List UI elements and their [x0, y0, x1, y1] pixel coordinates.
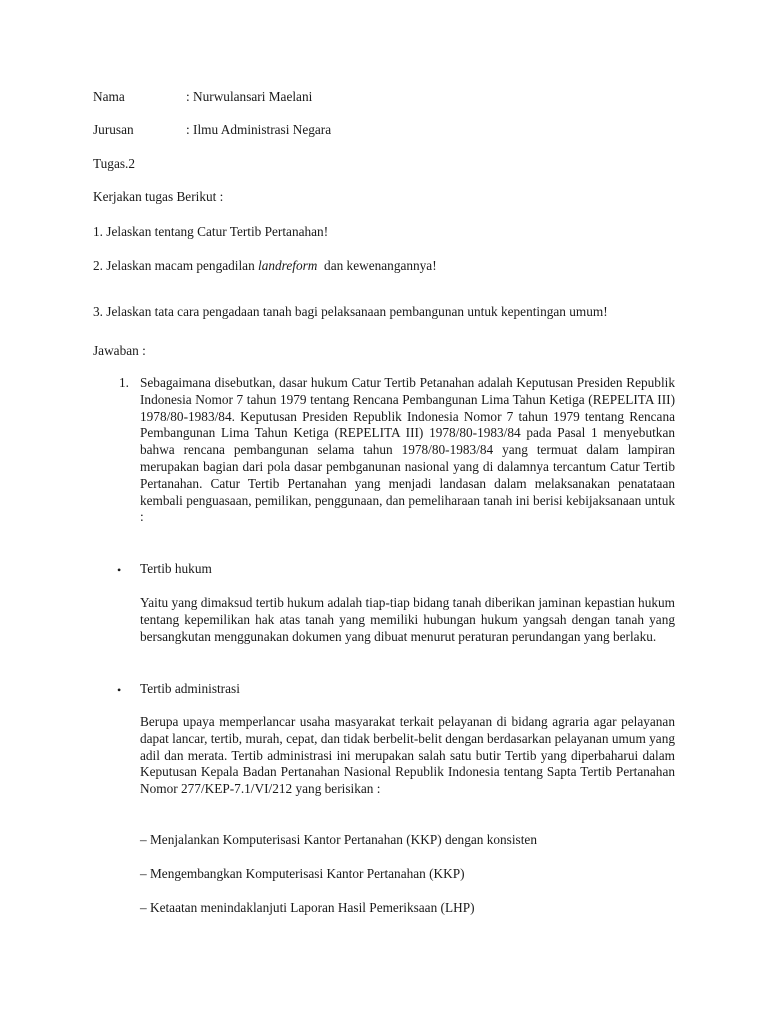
question-2-text: 2. Jelaskan macam pengadilan: [93, 258, 259, 273]
bullet-2-label: Tertib administrasi: [140, 681, 240, 696]
name-label: Nama: [93, 89, 125, 104]
major-value: : Ilmu Administrasi Negara: [186, 122, 332, 137]
question-3: 3. Jelaskan tata cara pengadaan tanah bagi pelaksanaan pembangunan untuk kepentingan umum!: [93, 304, 608, 320]
assignment-title: Tugas.2: [93, 156, 136, 171]
question-2-italic-term: landreform: [258, 258, 318, 273]
bullet-1-text: Yaitu yang dimaksud tertib hukum adalah tiap-tiap bidang tanah diberikan jaminan kepastian hukum tentang kepemilikan hak atas tanah yang memiliki hubungan hukum yangsah dengan tanah yang bersangkutan menggunakan dokumen yang dibuat menurut peraturan perundangan yang berlaku.: [140, 595, 675, 644]
answer-item-text: Sebagaimana disebutkan, dasar hukum Catur Tertib Petanahan adalah Keputusan Presiden Republik Indonesia Nomor 7 tahun 1979 tentang Rencana Pembangunan Lima Tahun Ketiga (REPELITA III) 1978/80-1983/84. Keputusan Presiden Republik Indonesia Nomor 7 tahun 1979 tentang Rencana Pembangunan Lima Tahun Ketiga (REPELITA III) 1978/80-1983/84 pada Pasal 1 menyebutkan bahwa rencana pembangunan selama tahun 1978/80-1983/84 yang termuat dalam lampiran merupakan bagian dari pola dasar pembganunan nasional yang di dalamnya tercantum Catur Tertib Pertanahan. Catur Tertib Pertanahan yang menjadi landasan dalam melaksanakan penatataan kembali penguasaan, pemilikan, penggunaan, dan pemeliharaan tanah ini berisi kebijaksanaan untuk :: [140, 375, 675, 525]
answer-label: Jawaban :: [93, 343, 146, 358]
bullet-1-marker: •: [117, 563, 122, 577]
dash-item-2: – Mengembangkan Komputerisasi Kantor Pertanahan (KKP): [140, 866, 465, 881]
bullet-2-marker: •: [117, 683, 122, 697]
dash-item-1: – Menjalankan Komputerisasi Kantor Pertanahan (KKP) dengan konsisten: [140, 832, 537, 847]
question-2-text-end: dan kewenangannya!: [317, 258, 437, 273]
question-2: [93, 258, 437, 274]
dash-item-3: – Ketaatan menindaklanjuti Laporan Hasil Pemeriksaan (LHP): [140, 900, 475, 915]
name-value: : Nurwulansari Maelani: [186, 89, 313, 104]
answer-item-number: 1.: [119, 375, 129, 390]
question-1: 1. Jelaskan tentang Catur Tertib Pertanahan!: [93, 224, 329, 239]
major-label: Jurusan: [93, 122, 134, 137]
assignment-instruction: Kerjakan tugas Berikut :: [93, 189, 224, 204]
bullet-2-text: Berupa upaya memperlancar usaha masyarakat terkait pelayanan di bidang agraria agar pelayanan dapat lancar, tertib, murah, cepat, dan tidak berbelit-belit dengan berdasarkan pelayanan umum yang adil dan merata. Tertib administrasi ini merupakan salah satu butir Tertib yang diperbaharui dalam Keputusan Kepala Badan Pertanahan Nasional Republik Indonesia tentang Sapta Tertib Pertanahan Nomor 277/KEP-7.1/VI/212 yang berisikan :: [140, 714, 675, 797]
bullet-1-label: Tertib hukum: [140, 561, 212, 576]
